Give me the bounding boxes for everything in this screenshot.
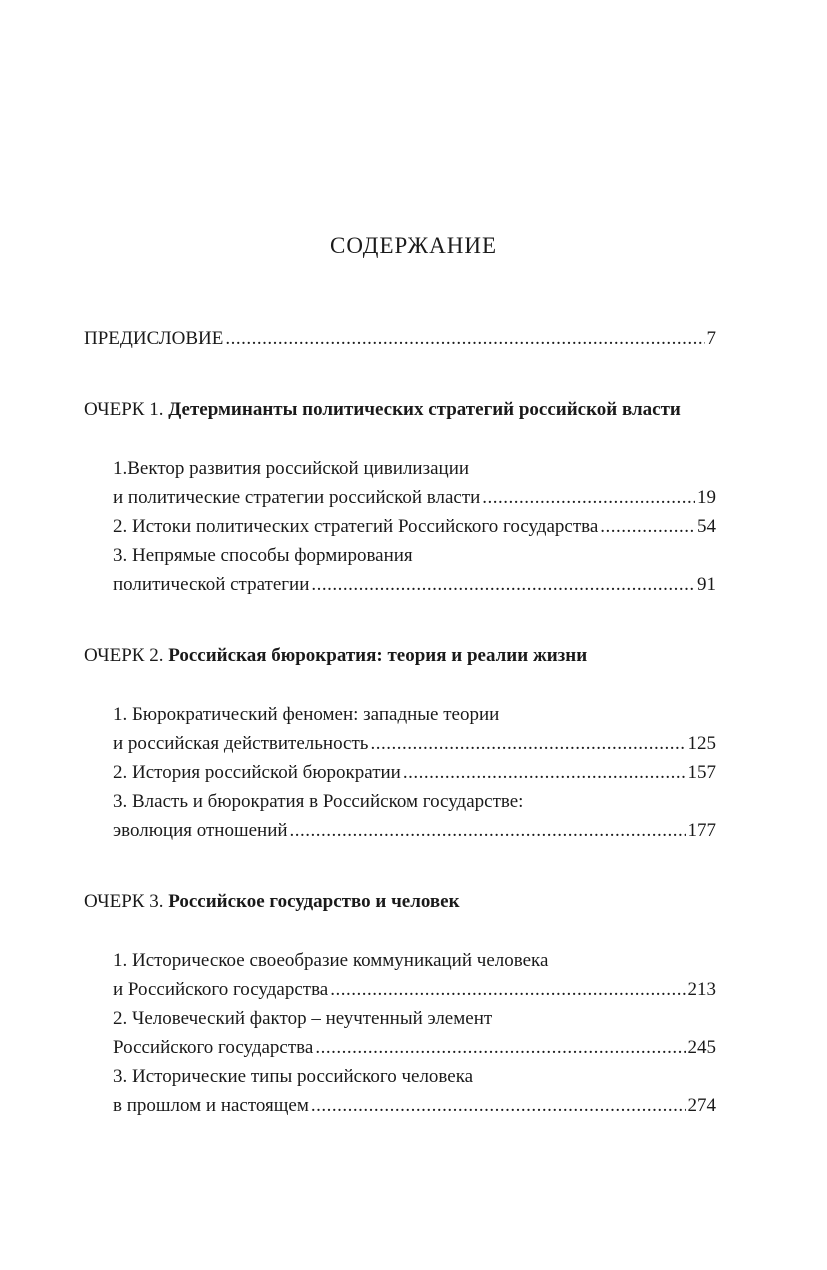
toc-entry[interactable] xyxy=(113,485,716,511)
toc-entry-label: в прошлом и настоящем xyxy=(113,1095,309,1116)
essay-title: Российское государство и человек xyxy=(168,891,460,912)
toc-entry-line[interactable] xyxy=(113,1006,716,1032)
toc-entry-label: ПРЕДИСЛОВИЕ xyxy=(84,328,224,349)
toc-entry-label: и политические стратегии российской власти xyxy=(113,487,481,508)
toc-entry-line[interactable] xyxy=(113,948,716,974)
essay-heading-1 xyxy=(84,397,716,423)
toc-entry-label: 1. Историческое своеобразие коммуникаций человека xyxy=(113,950,549,971)
toc-page-number: 157 xyxy=(687,762,716,783)
toc-entry-label: и российская действительность xyxy=(113,733,369,754)
essay-prefix: ОЧЕРК 3. xyxy=(84,891,164,912)
toc-entry[interactable] xyxy=(113,818,716,844)
toc-entry[interactable] xyxy=(113,572,716,598)
toc-entry[interactable] xyxy=(113,1093,716,1119)
toc-entry-label: 3. Непрямые способы формирования xyxy=(113,545,413,566)
toc-entry-preface[interactable] xyxy=(84,326,716,352)
essay-heading-3 xyxy=(84,889,716,915)
essay-title: Российская бюрократия: теория и реалии жизни xyxy=(168,645,588,666)
toc-entry-label: 3. Власть и бюрократия в Российском государстве: xyxy=(113,791,524,812)
toc-entry-line[interactable] xyxy=(113,456,716,482)
toc-page-number: 91 xyxy=(697,574,716,595)
dot-leader xyxy=(311,1093,686,1119)
dot-leader xyxy=(315,1035,685,1061)
toc-entry-label: 1.Вектор развития российской цивилизации xyxy=(113,458,470,479)
toc-entry-label: и Российского государства xyxy=(113,979,329,1000)
toc-entry-line[interactable] xyxy=(113,702,716,728)
dot-leader xyxy=(482,485,695,511)
toc-entry-label: 2. Человеческий фактор – неучтенный элемент xyxy=(113,1008,493,1029)
toc-page-number: 245 xyxy=(687,1037,716,1058)
toc-entry-label: эволюция отношений xyxy=(113,820,288,841)
toc-entry[interactable] xyxy=(113,1035,716,1061)
toc-entry-label: 1. Бюрократический феномен: западные теории xyxy=(113,704,500,725)
toc-entry-line[interactable] xyxy=(113,543,716,569)
dot-leader xyxy=(600,514,695,540)
dot-leader xyxy=(290,818,686,844)
toc-page-number: 7 xyxy=(706,328,716,349)
toc-entry[interactable] xyxy=(113,514,716,540)
essay-title: Детерминанты политических стратегий российской власти xyxy=(168,399,681,420)
toc-entry-label: Российского государства xyxy=(113,1037,314,1058)
toc-page-number: 19 xyxy=(697,487,716,508)
toc-entry-line[interactable] xyxy=(113,1064,716,1090)
essay-heading-2 xyxy=(84,643,716,669)
toc-entry[interactable] xyxy=(113,977,716,1003)
toc-page-number: 177 xyxy=(687,820,716,841)
toc-entry-label: политической стратегии xyxy=(113,574,310,595)
dot-leader xyxy=(330,977,685,1003)
toc-page-number: 125 xyxy=(687,733,716,754)
toc-page-number: 213 xyxy=(687,979,716,1000)
toc-entry-line[interactable] xyxy=(113,789,716,815)
toc-entry-label: 2. Истоки политических стратегий Российского государства xyxy=(113,516,599,537)
dot-leader xyxy=(225,326,704,352)
dot-leader xyxy=(311,572,695,598)
essay-prefix: ОЧЕРК 2. xyxy=(84,645,164,666)
toc-entry-label: 3. Исторические типы российского человека xyxy=(113,1066,474,1087)
dot-leader xyxy=(370,731,685,757)
page-title: СОДЕРЖАНИЕ xyxy=(329,233,497,258)
essay-prefix: ОЧЕРК 1. xyxy=(84,399,164,420)
toc-entry[interactable] xyxy=(113,731,716,757)
dot-leader xyxy=(403,760,686,786)
toc-entry[interactable] xyxy=(113,760,716,786)
toc-page-number: 274 xyxy=(687,1095,716,1116)
toc-entry-label: 2. История российской бюрократии xyxy=(113,762,401,783)
toc-page-number: 54 xyxy=(697,516,716,537)
